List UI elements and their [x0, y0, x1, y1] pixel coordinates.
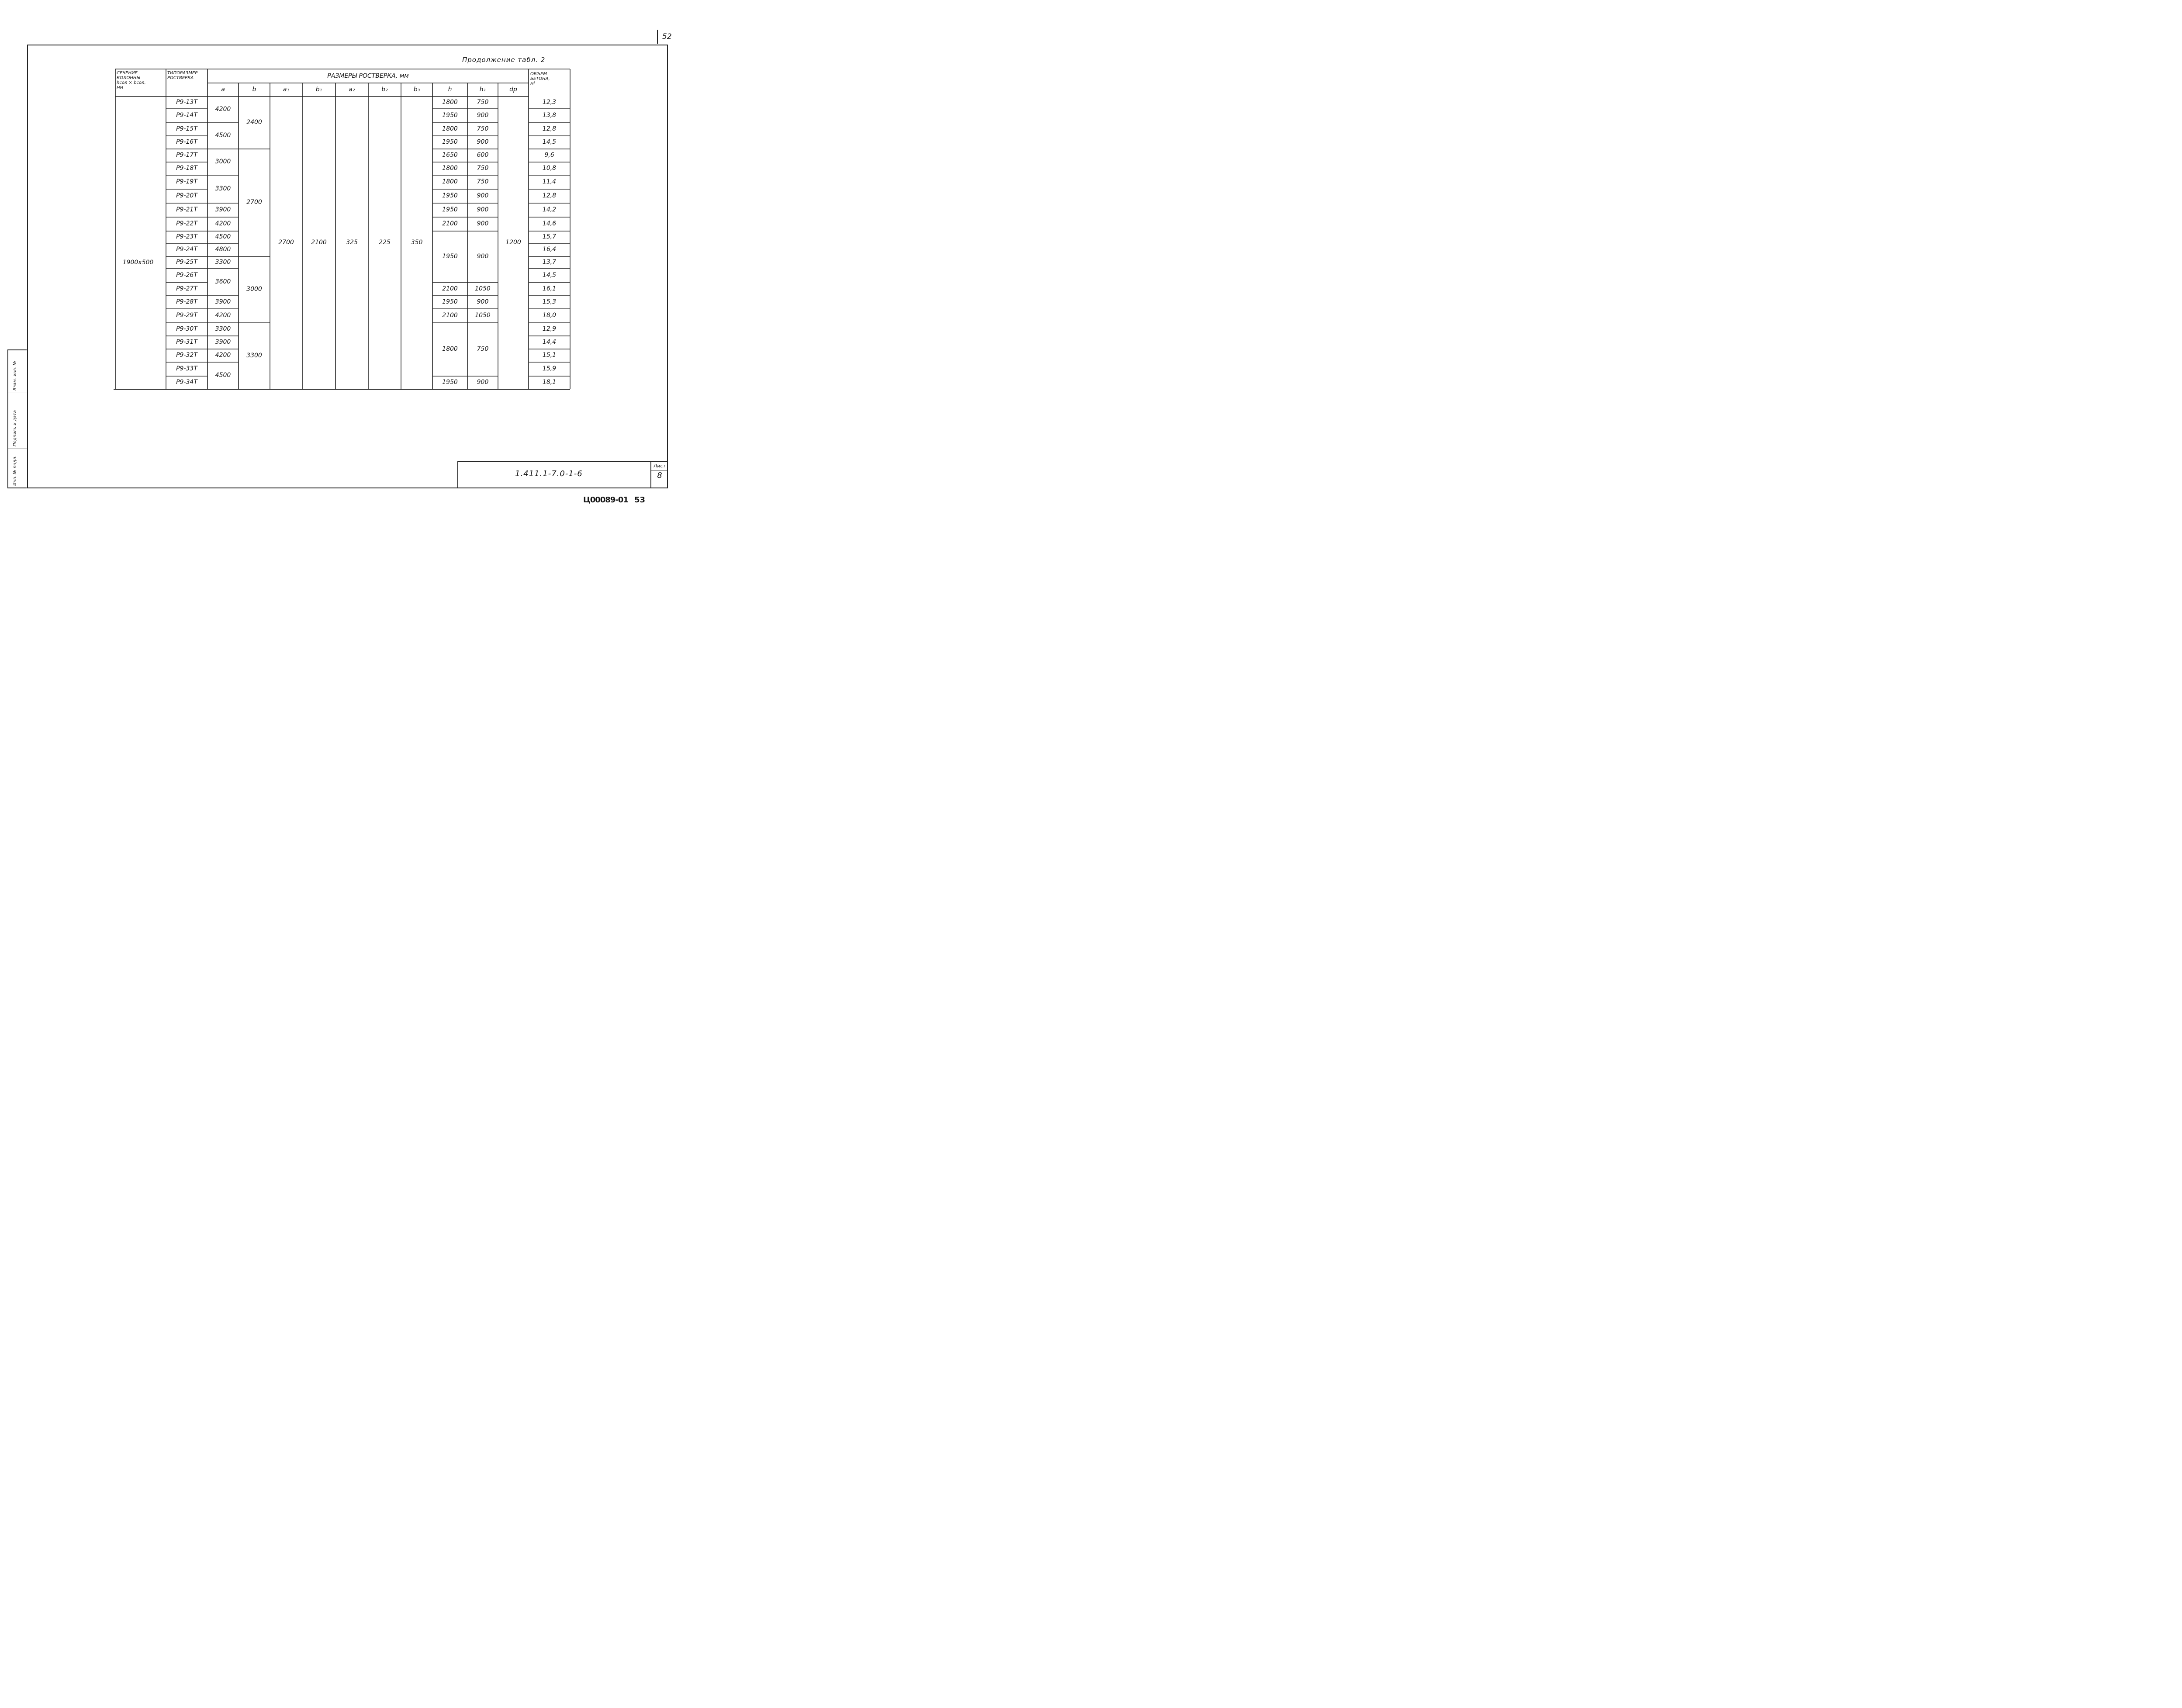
b-cell: 3300	[246, 352, 262, 359]
h-cell: 1650	[442, 152, 458, 159]
type-cell: Р9-30Т	[176, 325, 197, 332]
h1-cell: 900	[477, 206, 489, 213]
h-cell: 1950	[442, 206, 458, 213]
volume-cell: 14,5	[542, 272, 557, 279]
volume-cell: 15,3	[542, 298, 557, 305]
h1-cell: 750	[477, 178, 489, 185]
stamp-cell-original	[8, 449, 27, 488]
volume-cell: 18,0	[542, 312, 557, 319]
h-cell: 1950	[442, 192, 458, 199]
a-cell: 3300	[215, 185, 231, 192]
b-cell: 2400	[246, 119, 262, 126]
header-col: b₁	[315, 86, 322, 93]
a-cell: 3600	[215, 278, 231, 285]
header-volume: м³	[530, 81, 536, 86]
a-cell: 4500	[215, 372, 231, 379]
h1-cell: 900	[477, 220, 489, 227]
header-type: РОСТВЕРКА	[167, 76, 194, 80]
column-section-cell: 1900x500	[122, 259, 154, 266]
a-cell: 3900	[215, 298, 231, 305]
stamp-cell-replaced	[8, 350, 27, 393]
type-cell: Р9-22Т	[176, 220, 197, 227]
title-block	[457, 461, 668, 488]
header-col: a	[221, 86, 225, 93]
b-cell: 2700	[246, 199, 262, 206]
type-cell: Р9-25Т	[176, 259, 197, 266]
volume-cell: 9,6	[544, 152, 554, 159]
archive-code: Ц00089-01	[583, 495, 628, 505]
header-col: a₂	[349, 86, 355, 93]
stamp-signature-date: Подпись и дата	[13, 410, 17, 446]
header-col: h₁	[479, 86, 486, 93]
a-cell: 3900	[215, 206, 231, 213]
a-cell: 3300	[215, 325, 231, 332]
b2-cell: 225	[379, 239, 391, 246]
h1-cell: 900	[477, 253, 489, 260]
table-grid	[0, 0, 681, 533]
h-cell: 1950	[442, 298, 458, 305]
a-cell: 4200	[215, 106, 231, 113]
header-dimensions: РАЗМЕРЫ РОСТВЕРКА, мм	[327, 73, 409, 80]
type-cell: Р9-14Т	[176, 112, 197, 119]
h1-cell: 900	[477, 379, 489, 386]
a-cell: 4800	[215, 246, 231, 253]
h1-cell: 900	[477, 138, 489, 145]
sheet-box	[650, 462, 668, 488]
h-cell: 1800	[442, 346, 458, 353]
volume-cell: 13,8	[542, 112, 557, 119]
h1-cell: 1050	[475, 285, 491, 292]
corner-number: 52	[657, 30, 681, 44]
h-cell: 1950	[442, 253, 458, 260]
header-type: ТИПОРАЗМЕР	[167, 71, 198, 76]
volume-cell: 15,1	[542, 352, 557, 359]
h1-cell: 900	[477, 112, 489, 119]
header-col: h	[448, 86, 452, 93]
type-cell: Р9-31Т	[176, 339, 197, 346]
type-cell: Р9-28Т	[176, 298, 197, 305]
volume-cell: 14,4	[542, 339, 557, 346]
h1-cell: 750	[477, 346, 489, 353]
a1-cell: 2700	[278, 239, 294, 246]
a-cell: 3300	[215, 259, 231, 266]
type-cell: Р9-24Т	[176, 246, 197, 253]
type-cell: Р9-19Т	[176, 178, 197, 185]
h1-cell: 750	[477, 99, 489, 106]
a-cell: 4500	[215, 233, 231, 240]
a2-cell: 325	[346, 239, 358, 246]
table-title: Продолжение табл. 2	[462, 56, 546, 64]
volume-cell: 12,8	[542, 125, 557, 132]
volume-cell: 12,8	[542, 192, 557, 199]
h-cell: 1950	[442, 138, 458, 145]
volume-cell: 14,2	[542, 206, 557, 213]
volume-cell: 15,7	[542, 233, 557, 240]
sheet-label: Лист	[651, 462, 668, 470]
type-cell: Р9-15Т	[176, 125, 197, 132]
header-section: КОЛОННЫ	[117, 76, 140, 80]
type-cell: Р9-18Т	[176, 165, 197, 172]
volume-cell: 14,5	[542, 138, 557, 145]
b1-cell: 2100	[311, 239, 327, 246]
type-cell: Р9-27Т	[176, 285, 197, 292]
header-col: b₂	[381, 86, 388, 93]
h1-cell: 1050	[475, 312, 491, 319]
header-volume: БЕТОНА,	[530, 76, 550, 81]
type-cell: Р9-17Т	[176, 152, 197, 159]
type-cell: Р9-23Т	[176, 233, 197, 240]
h-cell: 2100	[442, 285, 458, 292]
sheet-number: 8	[657, 471, 662, 480]
stamp-original-inv: Инв. № подл.	[13, 456, 17, 486]
header-col: b₃	[413, 86, 420, 93]
h1-cell: 600	[477, 152, 489, 159]
h1-cell: 750	[477, 165, 489, 172]
h-cell: 1800	[442, 178, 458, 185]
a-cell: 4200	[215, 220, 231, 227]
a-cell: 3000	[215, 158, 231, 165]
volume-cell: 15,9	[542, 365, 557, 372]
type-cell: Р9-13Т	[176, 99, 197, 106]
header-col: a₁	[283, 86, 290, 93]
h1-cell: 900	[477, 298, 489, 305]
type-cell: Р9-21Т	[176, 206, 197, 213]
volume-cell: 13,7	[542, 259, 557, 266]
volume-cell: 14,6	[542, 220, 557, 227]
h-cell: 1950	[442, 112, 458, 119]
header-col: dp	[509, 86, 517, 93]
volume-cell: 18,1	[542, 379, 557, 386]
side-stamp	[7, 349, 27, 488]
h-cell: 2100	[442, 220, 458, 227]
a-cell: 4200	[215, 312, 231, 319]
h-cell: 1800	[442, 99, 458, 106]
header-col: b	[252, 86, 256, 93]
volume-cell: 10,8	[542, 165, 557, 172]
type-cell: Р9-26Т	[176, 272, 197, 279]
header-section: мм	[117, 85, 124, 90]
b-cell: 3000	[246, 286, 262, 293]
type-cell: Р9-16Т	[176, 138, 197, 145]
h1-cell: 900	[477, 192, 489, 199]
volume-cell: 16,4	[542, 246, 557, 253]
h-cell: 1800	[442, 165, 458, 172]
type-cell: Р9-34Т	[176, 379, 197, 386]
type-cell: Р9-29Т	[176, 312, 197, 319]
h-cell: 1800	[442, 125, 458, 132]
stamp-replaced-inv: Взам. инв. №	[13, 361, 17, 391]
h-cell: 2100	[442, 312, 458, 319]
a-cell: 3900	[215, 339, 231, 346]
document-code: 1.411.1-7.0-1-6	[515, 469, 583, 478]
type-cell: Р9-32Т	[176, 352, 197, 359]
dp-cell: 1200	[505, 239, 521, 246]
type-cell: Р9-20Т	[176, 192, 197, 199]
volume-cell: 12,9	[542, 325, 557, 332]
b3-cell: 350	[411, 239, 423, 246]
volume-cell: 16,1	[542, 285, 557, 292]
header-section: СЕЧЕНИЕ	[117, 71, 138, 76]
volume-cell: 11,4	[542, 178, 557, 185]
page-number: 53	[634, 495, 646, 505]
h-cell: 1950	[442, 379, 458, 386]
stamp-cell-signature	[8, 393, 27, 449]
header-section: hсол × bсол,	[117, 80, 146, 85]
a-cell: 4200	[215, 352, 231, 359]
type-cell: Р9-33Т	[176, 365, 197, 372]
h1-cell: 750	[477, 125, 489, 132]
a-cell: 4500	[215, 132, 231, 139]
header-volume: ОБЪЕМ	[530, 72, 547, 76]
volume-cell: 12,3	[542, 99, 557, 106]
